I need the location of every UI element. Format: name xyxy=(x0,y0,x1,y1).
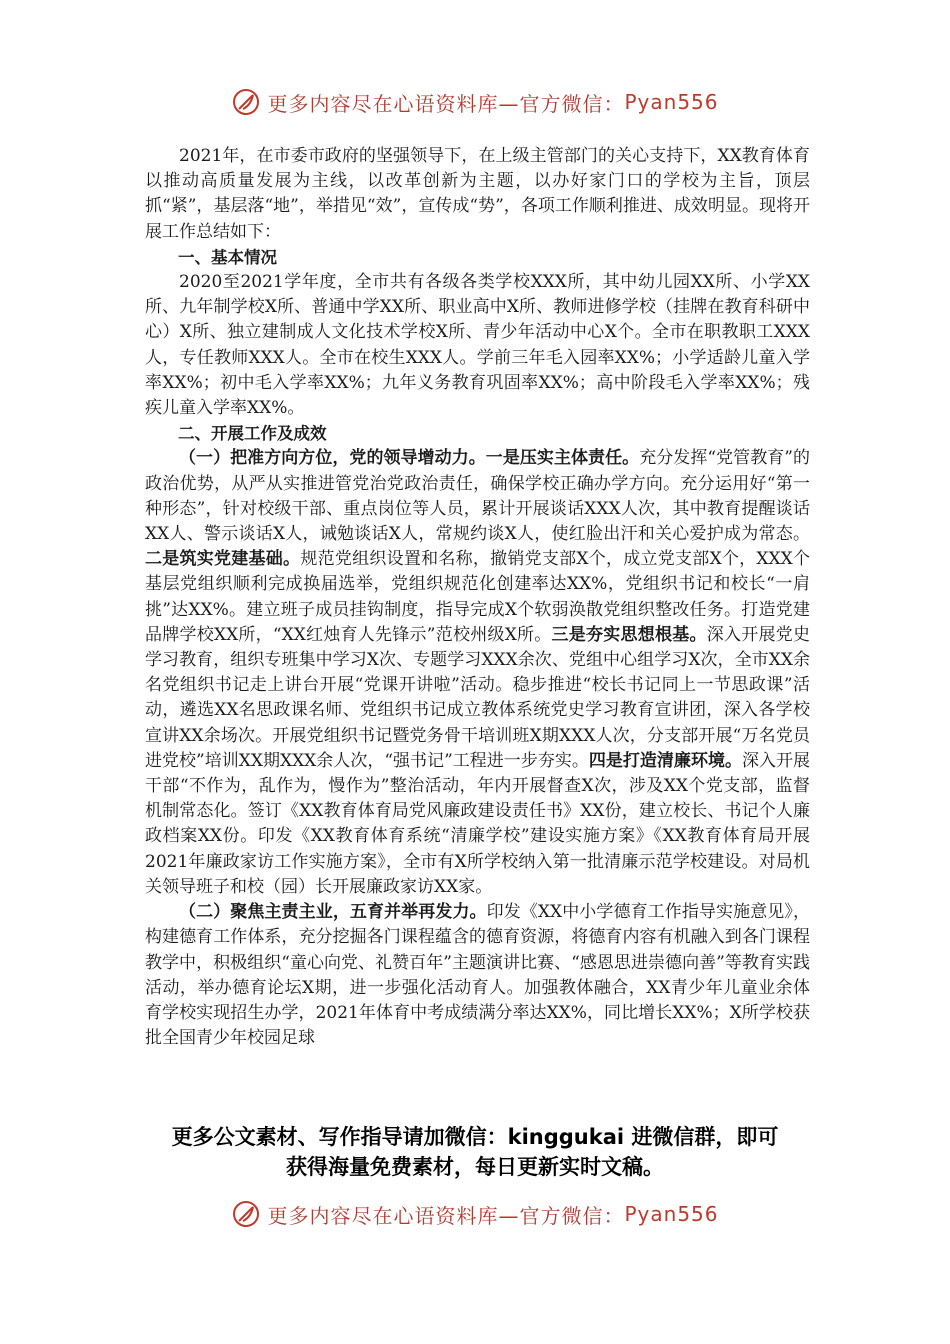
promo-text xyxy=(0,1122,950,1182)
point-body-integrity: 深入开展干部“不作为，乱作为，慢作为”整治活动，年内开展督查X次，涉及XX个党支部，监督机制常态化。签订《XX教育体育局党风廉政建设责任书》XX份，建立校长、书记个人廉政档案XX份。印发《XX教育体育系统“清廉学校”建设实施方案》《XX教育体育局开展2021年廉政家访工作实施方案》，全市有X所学校纳入第一批清廉示范学校建设。对局机关领导班子和校（园）长开展廉政家访XX家。 xyxy=(145,750,811,897)
basic-info-paragraph: 2020至2021学年度，全市共有各级各类学校XXX所，其中幼儿园XX所、小学XX所、九年制学校X所、普通中学XX所、职业高中X所、教师进修学校（挂牌在教育科研中心）X所、独立建制成人文化技术学校X所、青少年活动中心X个。全市在职教职工XXX人，专任教师XXX人。全市在校生XXX人。学前三年毛入园率XX%；小学适龄儿童入学率XX%；初中毛入学率XX%；九年义务教育巩固率XX%；高中阶段毛入学率XX%；残疾儿童入学率XX%。 xyxy=(145,272,810,419)
sub-heading-five-education: （二）聚焦主责主业，五育并举再发力。 xyxy=(179,902,487,923)
footer-banner-brand-text: 更多内容尽在心语资料库—官方微信： xyxy=(267,1203,625,1228)
promo-line-1: 更多公文素材、写作指导请加微信：kinggukai 进微信群，即可 xyxy=(171,1125,779,1149)
header-banner xyxy=(0,80,950,124)
section-heading-basic-info: 一、基本情况 xyxy=(178,247,277,267)
point-body-party-foundation: 规范党组织设置和名称，撤销党支部X个，成立党支部X个，XXX个基层党组织顺利完成换届选举，党组织规范化创建率达XX%，党组织书记和校长“一肩挑”达XX%。建立班子成员挂钩制度，指导完成X个软弱涣散党组织整改任务。打造党建品牌学校XX所，“XX红烛育人先锋示”范校州级X所。 xyxy=(145,549,811,645)
banner-wechat-id: Pyan556 xyxy=(624,90,719,114)
section-heading-work-results: 二、开展工作及成效 xyxy=(178,424,327,444)
point-title-integrity: 四是打造清廉环境。 xyxy=(588,750,742,771)
sub-heading-party-leadership: （一）把准方向方位，党的领导增动力。 xyxy=(179,448,486,469)
point-body-responsibility: 充分发挥“党管教育”的政治优势，从严从实推进管党治党政治责任，确保学校正确办学方向。充分运用好“第一种形态”，针对校级干部、重点岗位等人员，累计开展谈话XXX人次，其中教育提醒谈话XX人、警示谈话X人，诫勉谈话X人，常规约谈X人，使红脸出汗和关心爱护成为常态。 xyxy=(145,448,811,545)
quill-pen-logo-icon xyxy=(231,1199,261,1229)
promo-line-2: 获得海量免费素材，每日更新实时文稿。 xyxy=(286,1155,664,1179)
banner-brand-text: 更多内容尽在心语资料库—官方微信： xyxy=(267,91,625,116)
footer-banner-wechat-id: Pyan556 xyxy=(624,1202,719,1226)
quill-pen-logo-icon xyxy=(231,87,261,117)
intro-paragraph: 2021年，在市委市政府的坚强领导下，在上级主管部门的关心支持下，XX教育体育以推动高质量发展为主线，以改革创新为主题，以办好家门口的学校为主旨，顶层抓“紧”，基层落“地”，举措见“效”，宣传成“势”，各项工作顺利推进、成效明显。现将开展工作总结如下： xyxy=(145,146,810,242)
point-title-ideology: 三是夯实思想根基。 xyxy=(551,624,707,645)
document-body xyxy=(145,144,810,1051)
footer-banner xyxy=(0,1192,950,1236)
five-education-body: 印发《XX中小学德育工作指导实施意见》，构建德育工作体系，充分挖掘各门课程蕴含的德育资源，将德育内容有机融入到各门课程教学中，积极组织“童心向党、礼赞百年”主题演讲比赛、“感恩思进崇德向善”等教育实践活动，举办德育论坛X期，进一步强化活动育人。加强教体融合，XX青少年儿童业余体育学校实现招生办学，2021年体育中考成绩满分率达XX%，同比增长XX%；X所学校获批全国青少年校园足球 xyxy=(145,902,810,1049)
party-leadership-paragraph xyxy=(145,446,810,900)
five-education-paragraph xyxy=(145,900,810,1051)
point-title-party-foundation: 二是筑实党建基础。 xyxy=(145,549,301,570)
point-title-responsibility: 一是压实主体责任。 xyxy=(485,448,640,469)
point-body-ideology: 深入开展党史学习教育，组织专班集中学习X次、专题学习XXX余次、党组中心组学习X次，全市XX余名党组织书记走上讲台开展“党课开讲啦”活动。稳步推进“校长书记同上一节思政课”活动，遴选XX名思政课名师、党组织书记成立教体系统党史学习教育宣讲团，深入各学校宣讲XX余场次。开展党组织书记暨党务骨干培训班X期XXX人次，分支部开展“万名党员进党校”培训XX期XXX余人次，“强书记”工程进一步夯实。 xyxy=(145,624,810,771)
